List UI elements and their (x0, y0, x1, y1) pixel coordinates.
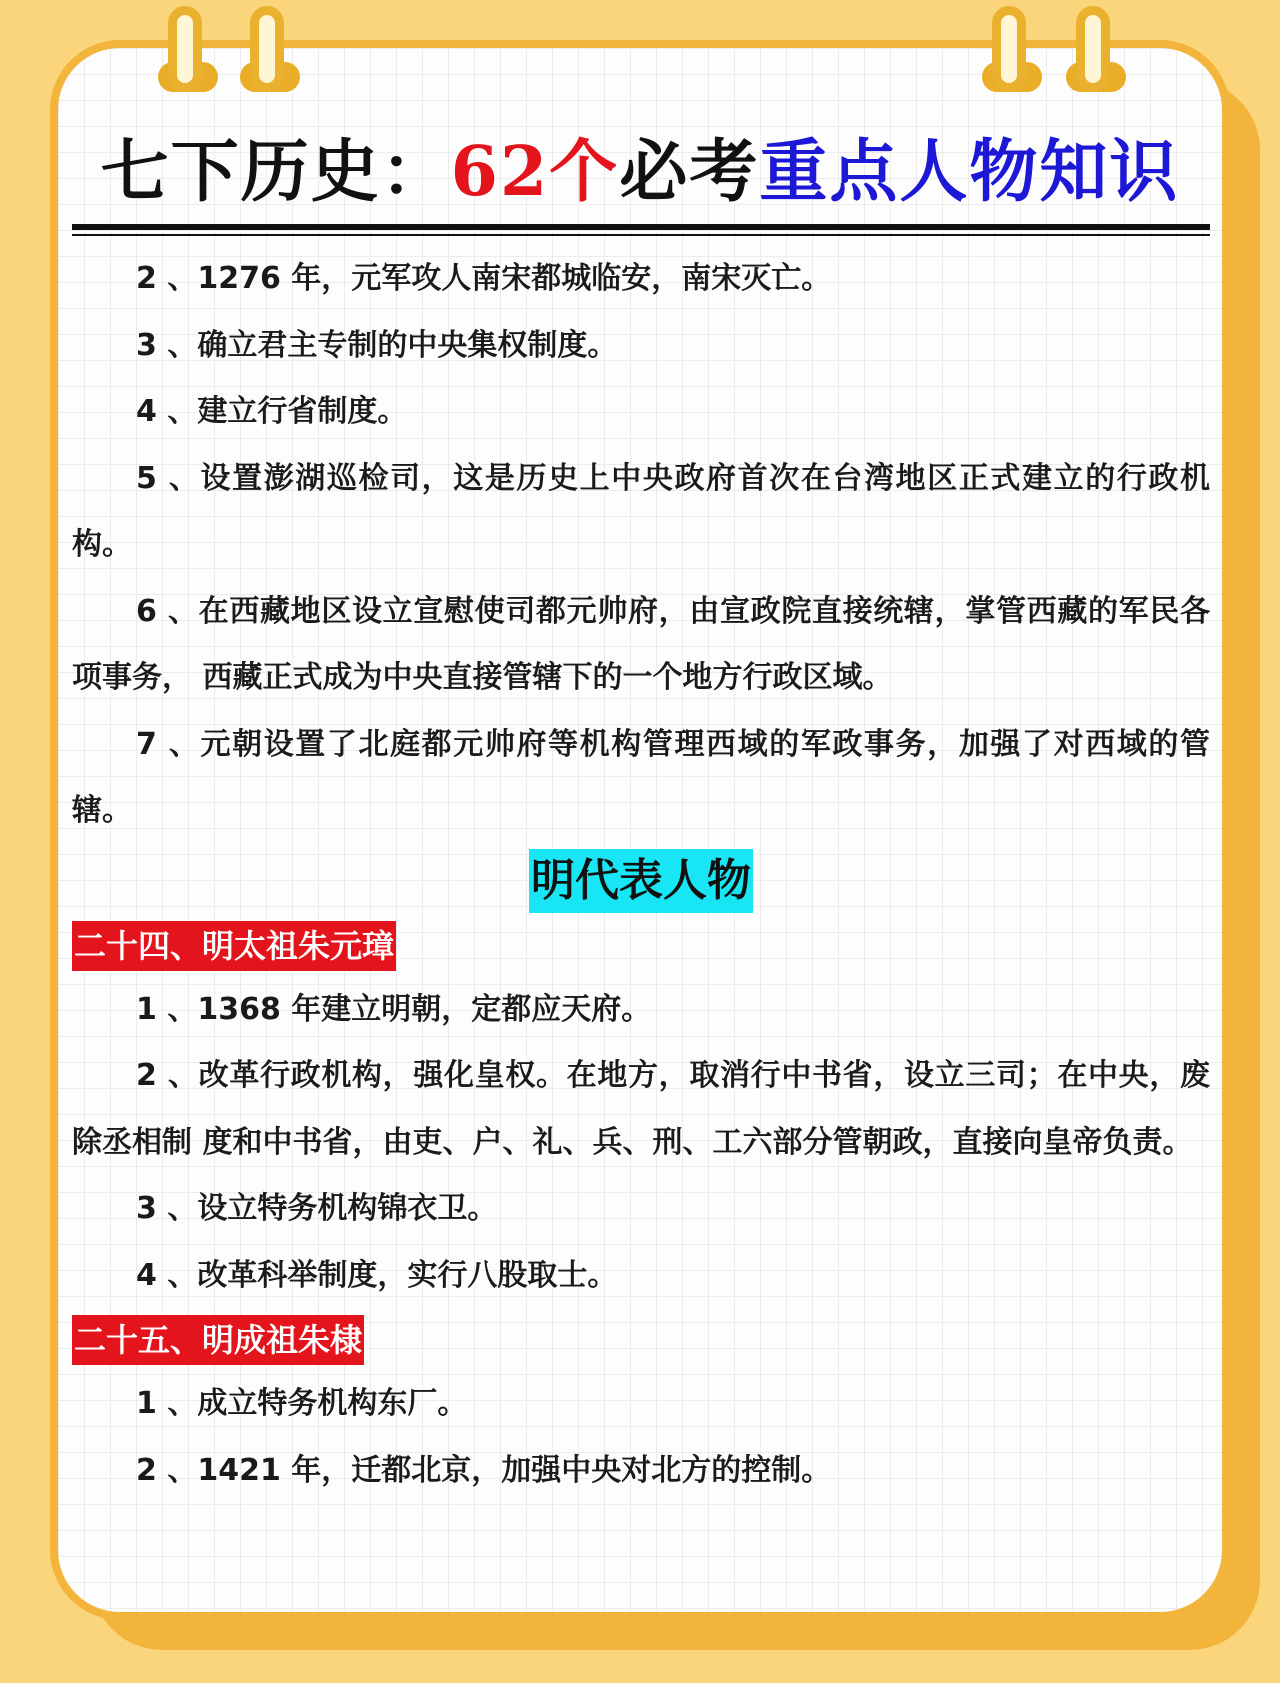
list-item: 4 、改革科举制度，实行八股取士。 (136, 1257, 618, 1293)
page-title (70, 118, 1210, 215)
binder-ring (168, 6, 202, 92)
list-item: 5 、设置澎湖巡检司，这是历史上中央政府首次在台湾地区正式建立的行政机构。 (72, 460, 1210, 562)
list-item: 1 、成立特务机构东厂。 (136, 1386, 468, 1421)
binder-ring (1076, 6, 1110, 92)
list-item: 1 、1368 年建立明朝，定都应天府。 (136, 991, 652, 1027)
person-heading: 二十五、明成祖朱棣 (72, 1315, 364, 1365)
list-item: 3 、确立君主专制的中央集权制度。 (136, 327, 618, 363)
list-item: 3 、设立特务机构锦衣卫。 (136, 1191, 498, 1226)
content-body (72, 246, 1210, 1504)
person-heading: 二十四、明太祖朱元璋 (72, 921, 396, 971)
list-item: 4 、建立行省制度。 (136, 394, 408, 429)
person-heading-wrap (72, 921, 1210, 973)
title-part-1: 七下历史： (100, 132, 451, 212)
list-item: 2 、1421 年，迁都北京，加强中央对北方的控制。 (136, 1452, 832, 1488)
list-item: 2 、1276 年，元军攻人南宋都城临安，南宋灭亡。 (136, 261, 832, 296)
section-title: 明代表人物 (529, 849, 753, 913)
list-item: 2 、改革行政机构，强化皇权。在地方，取消行中书省，设立三司；在中央，废除丞相制 度和中书省，由吏、户、礼、兵、刑、工六部分管朝政，直接向皇帝负责。 (72, 1058, 1210, 1160)
binder-ring (250, 6, 284, 92)
title-divider (72, 224, 1210, 230)
title-divider-thin (72, 234, 1210, 236)
list-item: 7 、元朝设置了北庭都元帅府等机构管理西域的军政事务，加强了对西域的管辖。 (72, 726, 1210, 828)
title-part-3: 必考 (619, 132, 760, 212)
person-heading-wrap (72, 1315, 1210, 1367)
title-part-2: 62个 (450, 132, 620, 212)
title-part-4: 重点人物知识 (759, 132, 1180, 212)
binder-ring (992, 6, 1026, 92)
list-item: 6 、在西藏地区设立宣慰使司都元帅府，由宣政院直接统辖，掌管西藏的军民各项事务， 西藏正式成为中央直接管辖下的一个地方行政区域。 (72, 593, 1210, 695)
